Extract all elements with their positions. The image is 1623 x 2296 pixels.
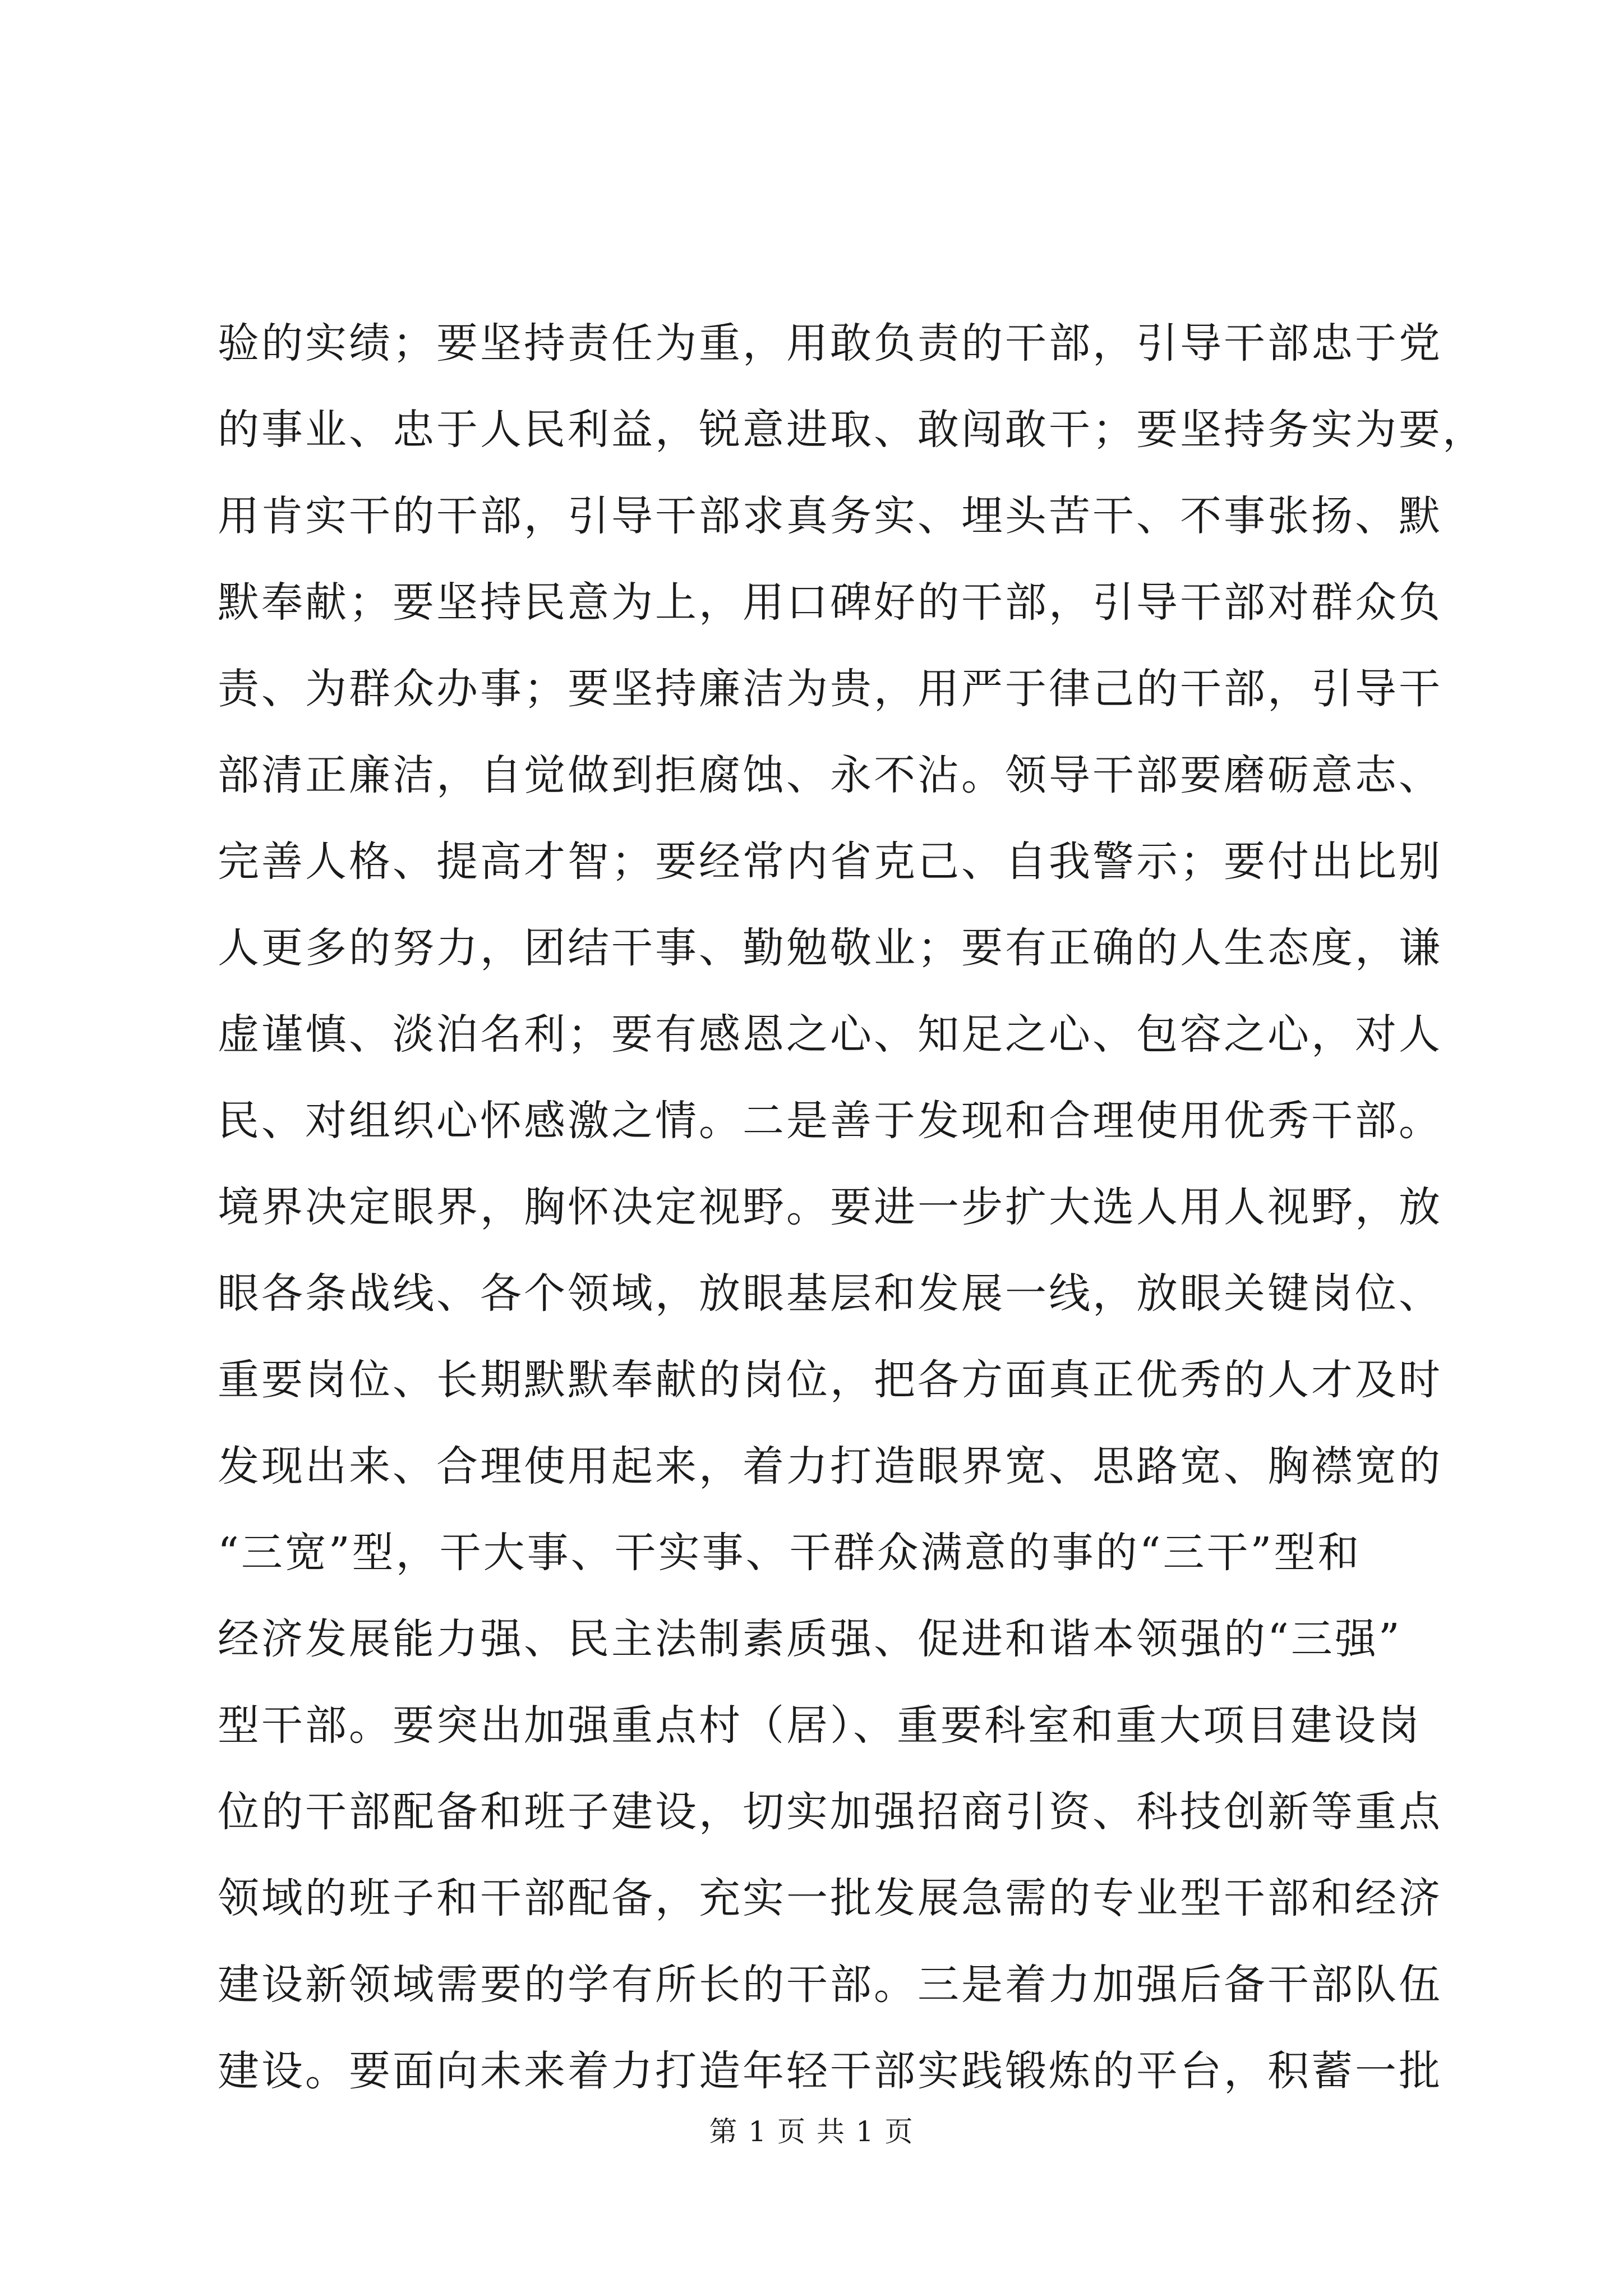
text-line: 虚谨慎、淡泊名利；要有感恩之心、知足之心、包容之心，对人 [218, 1010, 1442, 1059]
text-line: 眼各条战线、各个领域，放眼基层和发展一线，放眼关键岗位、 [218, 1269, 1442, 1318]
body-text [218, 300, 1486, 2114]
text-line: 发现出来、合理使用起来，着力打造眼界宽、思路宽、胸襟宽的 [218, 1442, 1442, 1490]
text-line: 完善人格、提高才智；要经常内省克己、自我警示；要付出比别 [218, 838, 1442, 886]
text-line: 用肯实干的干部，引导干部求真务实、埋头苦干、不事张扬、默 [218, 492, 1442, 540]
text-line: 部清正廉洁，自觉做到拒腐蚀、永不沾。领导干部要磨砺意志、 [218, 751, 1442, 799]
page-footer [0, 2109, 1623, 2150]
text-line: 的事业、忠于人民利益，锐意进取、敢闯敢干；要坚持务实为要， [218, 406, 1486, 454]
text-line: 建设新领域需要的学有所长的干部。三是着力加强后备干部队伍 [218, 1961, 1442, 2009]
text-line: “三宽”型，干大事、干实事、干群众满意的事的“三干”型和 [218, 1529, 1362, 1577]
page-number: 第 1 页 共 1 页 [709, 2115, 914, 2148]
text-line: 经济发展能力强、民主法制素质强、促进和谐本领强的“三强” [218, 1615, 1402, 1663]
text-line: 重要岗位、长期默默奉献的岗位，把各方面真正优秀的人才及时 [218, 1356, 1442, 1404]
text-line: 领域的班子和干部配备，充实一批发展急需的专业型干部和经济 [218, 1874, 1442, 1922]
text-line: 型干部。要突出加强重点村（居）、重要科室和重大项目建设岗 [218, 1701, 1422, 1750]
text-line: 责、为群众办事；要坚持廉洁为贵，用严于律己的干部，引导干 [218, 665, 1442, 713]
text-line: 验的实绩；要坚持责任为重，用敢负责的干部，引导干部忠于党 [218, 319, 1442, 367]
text-line: 默奉献；要坚持民意为上，用口碑好的干部，引导干部对群众负 [218, 578, 1442, 627]
text-line: 人更多的努力，团结干事、勤勉敬业；要有正确的人生态度，谦 [218, 924, 1442, 972]
text-line: 位的干部配备和班子建设，切实加强招商引资、科技创新等重点 [218, 1788, 1442, 1836]
text-line: 民、对组织心怀感激之情。二是善于发现和合理使用优秀干部。 [218, 1097, 1442, 1145]
text-line: 境界决定眼界，胸怀决定视野。要进一步扩大选人用人视野，放 [218, 1183, 1442, 1231]
text-line: 建设。要面向未来着力打造年轻干部实践锻炼的平台，积蓄一批 [218, 2047, 1442, 2095]
